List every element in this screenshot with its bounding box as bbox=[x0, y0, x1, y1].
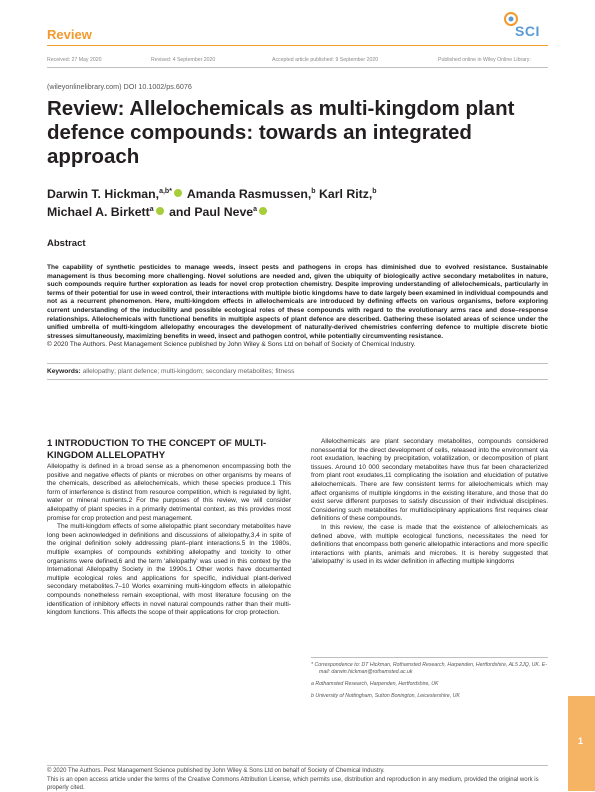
orcid-icon[interactable] bbox=[259, 207, 267, 215]
author-affiliation: b bbox=[311, 188, 316, 195]
author-affiliation: a bbox=[149, 206, 154, 214]
author-affiliation: a,b* bbox=[159, 188, 172, 195]
keywords-label: Keywords: bbox=[47, 368, 81, 375]
sci-logo bbox=[499, 11, 551, 41]
header-rule bbox=[47, 45, 548, 46]
abstract-heading: Abstract bbox=[47, 238, 86, 249]
article-title: Review: Allelochemicals as multi-kingdom plant defence compounds: towards an integrated approach bbox=[47, 97, 515, 168]
author-list bbox=[47, 184, 547, 220]
affiliation-note: b University of Nottingham, Sutton Bonington, Leicestershire, UK bbox=[311, 693, 460, 699]
body-column-left bbox=[47, 463, 291, 618]
published-date: Published online in Wiley Online Library: bbox=[438, 57, 531, 63]
body-column-right bbox=[311, 438, 548, 567]
author-affiliation: b bbox=[372, 188, 377, 195]
orcid-icon[interactable] bbox=[156, 207, 164, 215]
footer-license: This is an open access article under the terms of the Creative Commons Attribution License, which permits use, distribution and reproduction in any medium, provided the original work is properly cited. bbox=[47, 777, 539, 791]
author-name: Amanda Rasmussen, bbox=[186, 187, 312, 202]
author-name: Michael A. Birkett bbox=[47, 205, 150, 220]
footer-rule bbox=[47, 765, 548, 766]
author-name: Karl Ritz, bbox=[318, 187, 373, 202]
paragraph: In this review, the case is made that the existence of allelochemicals as defined above, with multiple ecological functions, necessitates the need for definitions that encompass both generic allelopathic interactions and more specific interactions with plants, animals and microbes. It is hereby suggested that 'allelopathy' is used in its wider definition in affecting multiple kingdoms bbox=[311, 523, 548, 566]
author-name: Darwin T. Hickman, bbox=[47, 187, 160, 202]
page-tab bbox=[568, 696, 595, 791]
paragraph: The multi-kingdom effects of some allelopathic plant secondary metabolites have long been acknowledged in definitions and discussions of allelopathy,3,4 in spite of the original definition solely addressing plant–plant interactions.5 In the 1980s, multiple examples of compounds exhibiting allelopathy and toxicity to other organisms were defined,6 and the term 'allelopathy' was used in this context by the International Allelopathy Society in the 1990s.1 Other works have documented multiple ecological roles and applications for specific, individual plant-derived secondary metabolites.7–10 Works examining multi-kingdom effects in allelopathic compounds nonetheless remain exceptional, with most literature focusing on the identification of inhibitory effects in novel natural compounds rather than their multi-kingdom functions. This affects the scope of their applications for crop protection. bbox=[47, 523, 291, 617]
keywords-rule-bottom bbox=[47, 379, 548, 380]
section-label: Review bbox=[47, 27, 92, 42]
author-affiliation: a bbox=[253, 206, 258, 214]
sci-logo-text: SCI bbox=[515, 23, 540, 39]
doi-link[interactable]: (wileyonlinelibrary.com) DOI 10.1002/ps.6076 bbox=[47, 82, 192, 91]
orcid-icon[interactable] bbox=[174, 189, 182, 197]
keywords bbox=[47, 368, 294, 375]
keywords-text: allelopathy; plant defence; multi-kingdom; secondary metabolites; fitness bbox=[82, 368, 295, 375]
correspondence-note: * Correspondence to: DT Hickman, Rothamsted Research, Harpenden, Hertfordshire, AL5 2JQ, UK. E-mail: darwin.hickman@rothamsted.ac.uk bbox=[311, 662, 547, 675]
revised-date: Revised: 4 September 2020 bbox=[151, 57, 216, 63]
paragraph: Allelopathy is defined in a broad sense as a phenomenon encompassing both the positive and negative effects of plants or microbes on other organisms by means of the chemicals, described as allelochemicals, which these species produce.1 This form of interference is distinct from resource competition, which is regulated by light, water or mineral nutrients.2 For the purposes of this review, we will consider allelopathy of plant species in a primarily detrimental context, as this provides most promise for crop protection and pest management. bbox=[47, 463, 291, 522]
dates-rule bbox=[47, 67, 548, 68]
footer-copyright: © 2020 The Authors. Pest Management Science published by John Wiley & Sons Ltd on behalf of Society of Chemical Industry. bbox=[47, 768, 385, 774]
section-heading: 1 INTRODUCTION TO THE CONCEPT OF MULTI-KINGDOM ALLELOPATHY bbox=[47, 438, 267, 461]
keywords-rule-top bbox=[47, 363, 548, 364]
notes-rule bbox=[311, 657, 548, 658]
abstract-copyright: © 2020 The Authors. Pest Management Science published by John Wiley & Sons Ltd on behalf of Society of Chemical Industry. bbox=[47, 341, 416, 349]
received-date: Received: 27 May 2020 bbox=[47, 57, 102, 63]
abstract-body bbox=[47, 264, 548, 350]
page-number: 1 bbox=[578, 736, 584, 746]
author-name: and Paul Neve bbox=[169, 205, 254, 220]
accepted-date: Accepted article published: 9 September 2020 bbox=[272, 57, 379, 63]
affiliation-note: a Rothamsted Research, Harpenden, Hertfordshire, UK bbox=[311, 681, 439, 687]
paragraph: Allelochemicals are plant secondary metabolites, compounds considered nonessential for the direct development of cells, released into the environment via root exudation, leaching by precipitation, volatilization, or decomposition of plant tissues. Around 10 000 secondary metabolites have thus far been characterized from plant root exudates,11 complicating the isolation and elucidation of putative allelochemicals. There are few consistent terms for allelochemicals which may affect organisms of multiple kingdoms in the existing literature, and those that do exist serve different purposes to satisfy discussion of their individual disciplines. Considering such metabolites for multidisciplinary applications first requires clear definitions of these compounds. bbox=[311, 438, 548, 523]
abstract-text: The capability of synthetic pesticides to manage weeds, insect pests and pathogens in crops has diminished due to evolved resistance. Sustainable management is thus becoming more challenging. Novel solutions are needed and, given the ubiquity of biologically active secondary metabolites in nature, such compounds require further exploration as leads for novel crop protection chemistry. Despite improving understanding of allelochemicals, particularly in terms of their potential for use in weed control, their interactions with multiple biotic kingdoms have to date largely been examined in individual compounds and not as a recurrent phenomenon. Here, multi-kingdom effects in allelochemicals are introduced by defining effects on various organisms, before exploring current understanding of the inducibility and possible ecological roles of these compounds with regard to the evolutionary arms race and dose–response relationships. Allelochemicals with functional benefits in multiple aspects of plant defence are described. Gathering these isolated areas of science under the unified umbrella of multi-kingdom allelopathy encourages the development of naturally-derived chemistries conferring defence to multiple discrete biotic stresses simultaneously, maximizing benefits in weed, insect and pathogen control, while potentially circumventing resistance. bbox=[47, 264, 548, 340]
correspondence-notes bbox=[311, 662, 548, 705]
